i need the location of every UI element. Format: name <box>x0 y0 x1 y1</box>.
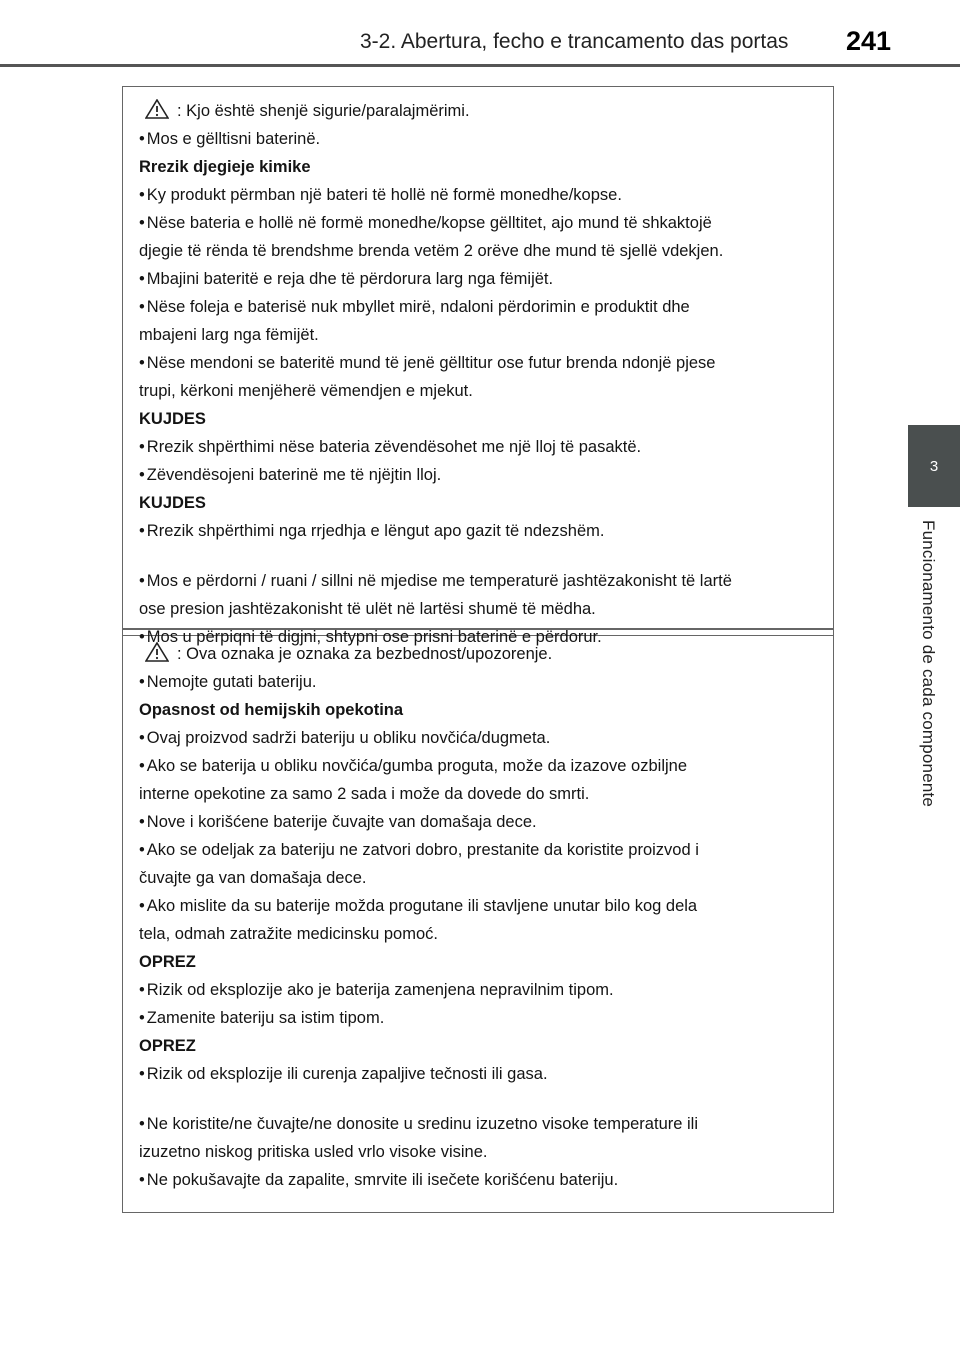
text-line: • Zëvendësojeni baterinë me të njëjtin lloj. <box>139 461 817 489</box>
text-line: čuvajte ga van domašaja dece. <box>139 869 367 887</box>
serbian-warning-box <box>122 628 834 1213</box>
text-line: • Ne koristite/ne čuvajte/ne donosite u sredinu izuzetno visoke temperature ili <box>139 1110 817 1138</box>
text-line: • Zamenite bateriju sa istim tipom. <box>139 1004 817 1032</box>
albanian-warning-line <box>139 97 817 125</box>
section-heading: Opasnost od hemijskih opekotina <box>139 701 404 719</box>
text-line: • Nëse mendoni se bateritë mund të jenë gëlltitur ose futur brenda ndonjë pjese <box>139 349 817 377</box>
text-line: • Rrezik shpërthimi nëse bateria zëvendësohet me një lloj të pasaktë. <box>139 433 817 461</box>
spacer <box>139 1088 817 1110</box>
text-line: • Nemojte gutati bateriju. <box>139 668 817 696</box>
spacer <box>139 545 817 567</box>
text-line: izuzetno niskog pritiska usled vrlo visoke visine. <box>139 1143 488 1161</box>
text-line: • Mos e përdorni / ruani / sillni në mjedise me temperaturë jashtëzakonisht të lartë <box>139 567 817 595</box>
albanian-warning-text: : Kjo është shenjë sigurie/paralajmërimi. <box>177 102 470 120</box>
albanian-lines <box>139 125 817 651</box>
header-rule <box>0 64 960 67</box>
text-line: • Rizik od eksplozije ako je baterija zamenjena nepravilnim tipom. <box>139 976 817 1004</box>
text-line: • Ako se odeljak za bateriju ne zatvori dobro, prestanite da koristite proizvod i <box>139 836 817 864</box>
text-line: • Nëse foleja e baterisë nuk mbyllet mirë, ndaloni përdorimin e produktit dhe <box>139 293 817 321</box>
text-line: • Mos u përpiqni të digjni, shtypni ose prisni baterinë e përdorur. <box>139 623 817 651</box>
chapter-tab[interactable]: 3 <box>908 425 960 507</box>
text-line: trupi, kërkoni menjëherë vëmendjen e mjekut. <box>139 382 473 400</box>
text-line: • Ovaj proizvod sadrži bateriju u obliku novčića/dugmeta. <box>139 724 817 752</box>
warning-triangle-icon <box>145 642 169 662</box>
text-line: mbajeni larg nga fëmijët. <box>139 326 319 344</box>
header-title: 3-2. Abertura, fecho e trancamento das portas <box>360 30 789 53</box>
text-line: • Ako se baterija u obliku novčića/gumba proguta, može da izazove ozbiljne <box>139 752 817 780</box>
serbian-warning-text: : Ova oznaka je oznaka za bezbednost/upozorenje. <box>177 645 553 663</box>
section-heading: Rrezik djegieje kimike <box>139 158 311 176</box>
serbian-warning-line <box>139 640 817 668</box>
section-heading: KUJDES <box>139 410 206 428</box>
section-heading: OPREZ <box>139 1037 196 1055</box>
text-line: • Ako mislite da su baterije možda progutane ili stavljene unutar bilo kog dela <box>139 892 817 920</box>
text-line: • Nëse bateria e hollë në formë monedhe/kopse gëlltitet, ajo mund të shkaktojë <box>139 209 817 237</box>
text-line: interne opekotine za samo 2 sada i može da dovede do smrti. <box>139 785 590 803</box>
text-line: • Rizik od eksplozije ili curenja zapaljive tečnosti ili gasa. <box>139 1060 817 1088</box>
text-line: tela, odmah zatražite medicinsku pomoć. <box>139 925 438 943</box>
section-heading: OPREZ <box>139 953 196 971</box>
albanian-warning-box <box>122 86 834 646</box>
serbian-lines <box>139 668 817 1194</box>
text-line: • Rrezik shpërthimi nga rrjedhja e lëngut apo gazit të ndezshëm. <box>139 517 817 545</box>
text-line: • Mbajini bateritë e reja dhe të përdorura larg nga fëmijët. <box>139 265 817 293</box>
section-heading: KUJDES <box>139 494 206 512</box>
text-line: • Nove i korišćene baterije čuvajte van domašaja dece. <box>139 808 817 836</box>
page-number: 241 <box>846 26 892 56</box>
side-chapter-label: Funcionamento de cada componente <box>919 520 938 808</box>
text-line: • Mos e gëlltisni baterinë. <box>139 125 817 153</box>
warning-triangle-icon <box>145 99 169 119</box>
text-line: djegie të rënda të brendshme brenda vetëm 2 orëve dhe mund të sjellë vdekjen. <box>139 242 724 260</box>
text-line: • Ne pokušavajte da zapalite, smrvite ili isečete korišćenu bateriju. <box>139 1166 817 1194</box>
text-line: • Ky produkt përmban një bateri të hollë në formë monedhe/kopse. <box>139 181 817 209</box>
text-line: ose presion jashtëzakonisht të ulët në lartësi shumë të mëdha. <box>139 600 596 618</box>
